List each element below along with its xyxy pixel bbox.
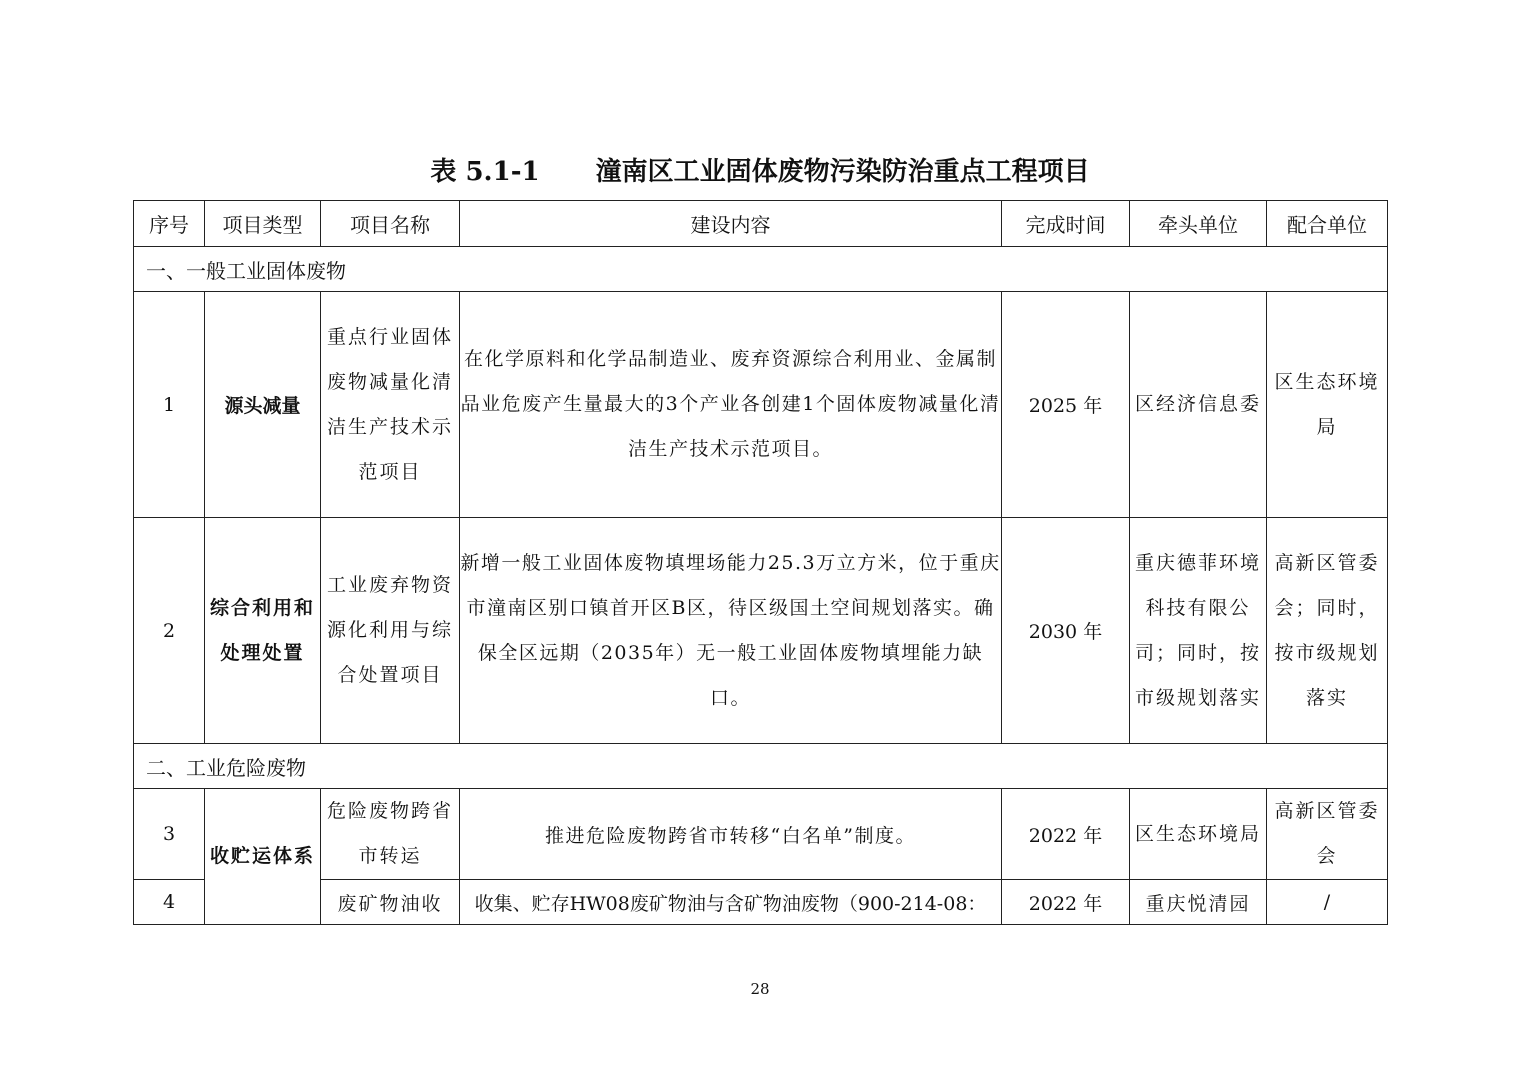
row-time: 2030 年: [1002, 518, 1130, 744]
row-name: 工业废弃物资源化利用与综合处置项目: [321, 518, 460, 744]
header-time: 完成时间: [1002, 201, 1130, 247]
table-row: [134, 518, 1388, 744]
row-content: 在化学原料和化学品制造业、废弃资源综合利用业、金属制品业危废产生量最大的3个产业各创建1个固体废物减量化清洁生产技术示范项目。: [460, 292, 1002, 518]
table-row: [134, 880, 1388, 925]
table-row: [134, 292, 1388, 518]
row-coop: 高新区管委会；同时，按市级规划落实: [1267, 518, 1388, 744]
row-name: 废矿物油收: [321, 880, 460, 925]
table-number: 表 5.1-1: [430, 157, 540, 187]
table-row: [134, 789, 1388, 880]
row-no: 2: [134, 518, 205, 744]
row-coop: 高新区管委会: [1267, 789, 1388, 880]
row-coop: /: [1267, 880, 1388, 925]
table-title-text: 潼南区工业固体废物污染防治重点工程项目: [595, 157, 1090, 187]
row-no: 1: [134, 292, 205, 518]
row-time: 2025 年: [1002, 292, 1130, 518]
row-coop: 区生态环境局: [1267, 292, 1388, 518]
page-number: 28: [750, 980, 770, 998]
row-name: 危险废物跨省市转运: [321, 789, 460, 880]
row-content: 收集、贮存HW08废矿物油与含矿物油废物（900-214-08：: [460, 880, 1002, 925]
section-row: [134, 744, 1388, 789]
table-header-row: [134, 201, 1388, 247]
row-lead: 区生态环境局: [1130, 789, 1267, 880]
header-name: 项目名称: [321, 201, 460, 247]
row-type: 综合利用和处理处置: [205, 518, 321, 744]
section-row: [134, 247, 1388, 292]
header-no: 序号: [134, 201, 205, 247]
table-title: [0, 150, 1520, 194]
row-type: 源头减量: [205, 292, 321, 518]
row-lead: 重庆德菲环境科技有限公司；同时，按市级规划落实: [1130, 518, 1267, 744]
row-no: 3: [134, 789, 205, 880]
header-type: 项目类型: [205, 201, 321, 247]
row-content: 新增一般工业固体废物填埋场能力25.3万立方米，位于重庆市潼南区别口镇首开区B区，待区级国土空间规划落实。确保全区远期（2035年）无一般工业固体废物填埋能力缺口。: [460, 518, 1002, 744]
row-time: 2022 年: [1002, 880, 1130, 925]
row-content: 推进危险废物跨省市转移“白名单”制度。: [460, 789, 1002, 880]
row-name: 重点行业固体废物减量化清洁生产技术示范项目: [321, 292, 460, 518]
row-lead: 重庆悦清园: [1130, 880, 1267, 925]
section-hazardous-waste: 二、工业危险废物: [134, 744, 1388, 789]
projects-table: [133, 200, 1388, 925]
row-lead: 区经济信息委: [1130, 292, 1267, 518]
header-content: 建设内容: [460, 201, 1002, 247]
header-lead: 牵头单位: [1130, 201, 1267, 247]
section-general-waste: 一、一般工业固体废物: [134, 247, 1388, 292]
row-type: 收贮运体系: [205, 789, 321, 925]
row-no: 4: [134, 880, 205, 925]
row-time: 2022 年: [1002, 789, 1130, 880]
header-coop: 配合单位: [1267, 201, 1388, 247]
